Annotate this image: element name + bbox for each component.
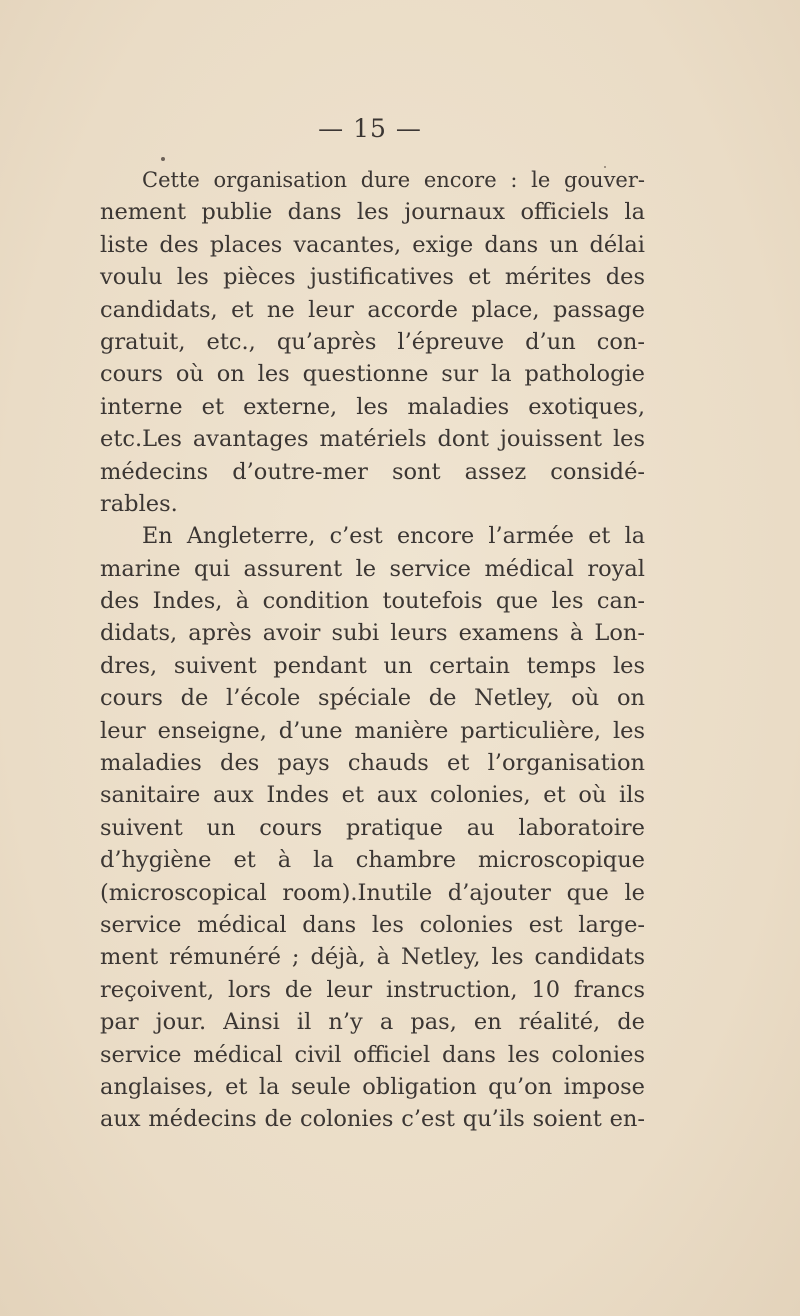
text-line: interne et externe, les maladies exotiques, [100,393,645,420]
text-line: service médical civil officiel dans les colonies [100,1041,645,1068]
text-line: maladies des pays chauds et l’organisation [100,750,645,777]
text-line: sanitaire aux Indes et aux colonies, et où ils [100,782,645,809]
text-line: dres, suivent pendant un certain temps les [100,652,645,679]
text-line: didats, après avoir subi leurs examens à Lon- [100,620,645,647]
text-line: des Indes, à condition toutefois que les can- [100,588,645,615]
text-line: service médical dans les colonies est large- [100,911,645,938]
text-line: aux médecins de colonies c’est qu’ils soient en- [100,1106,645,1133]
text-line: Cette organisation dure encore : le gouver- [142,168,645,192]
page-number: — 15 — [318,114,422,143]
text-line: leur enseigne, d’une manière particulière, les [100,717,645,744]
text-line: reçoivent, lors de leur instruction, 10 francs [100,976,645,1003]
text-line: En Angleterre, c’est encore l’armée et la [142,523,645,550]
text-line: nement publie dans les journaux officiels la [100,199,645,226]
text-line: anglaises, et la seule obligation qu’on impose [100,1073,645,1100]
text-line: d’hygiène et à la chambre microscopique [100,847,645,874]
text-line: liste des places vacantes, exige dans un délai [100,231,645,258]
text-line: etc.Les avantages matériels dont jouissent les [100,426,645,453]
text-line: cours de l’école spéciale de Netley, où on [100,685,645,712]
ink-speck [161,157,165,161]
text-line: par jour. Ainsi il n’y a pas, en réalité, de [100,1009,645,1036]
text-line: candidats, et ne leur accorde place, passage [100,296,645,323]
body-text [100,164,645,1136]
text-line: gratuit, etc., qu’après l’épreuve d’un con- [100,328,645,355]
text-line: suivent un cours pratique au laboratoire [100,814,645,841]
text-line: cours où on les questionne sur la pathologie [100,361,645,388]
text-line: voulu les pièces justificatives et mérites des [100,264,645,291]
text-line: rables. [100,490,178,517]
text-line: ment rémunéré ; déjà, à Netley, les candidats [100,944,645,971]
text-line: médecins d’outre-mer sont assez considé- [100,458,645,485]
text-line: (microscopical room).Inutile d’ajouter que le [100,879,645,906]
text-line: marine qui assurent le service médical royal [100,555,645,582]
